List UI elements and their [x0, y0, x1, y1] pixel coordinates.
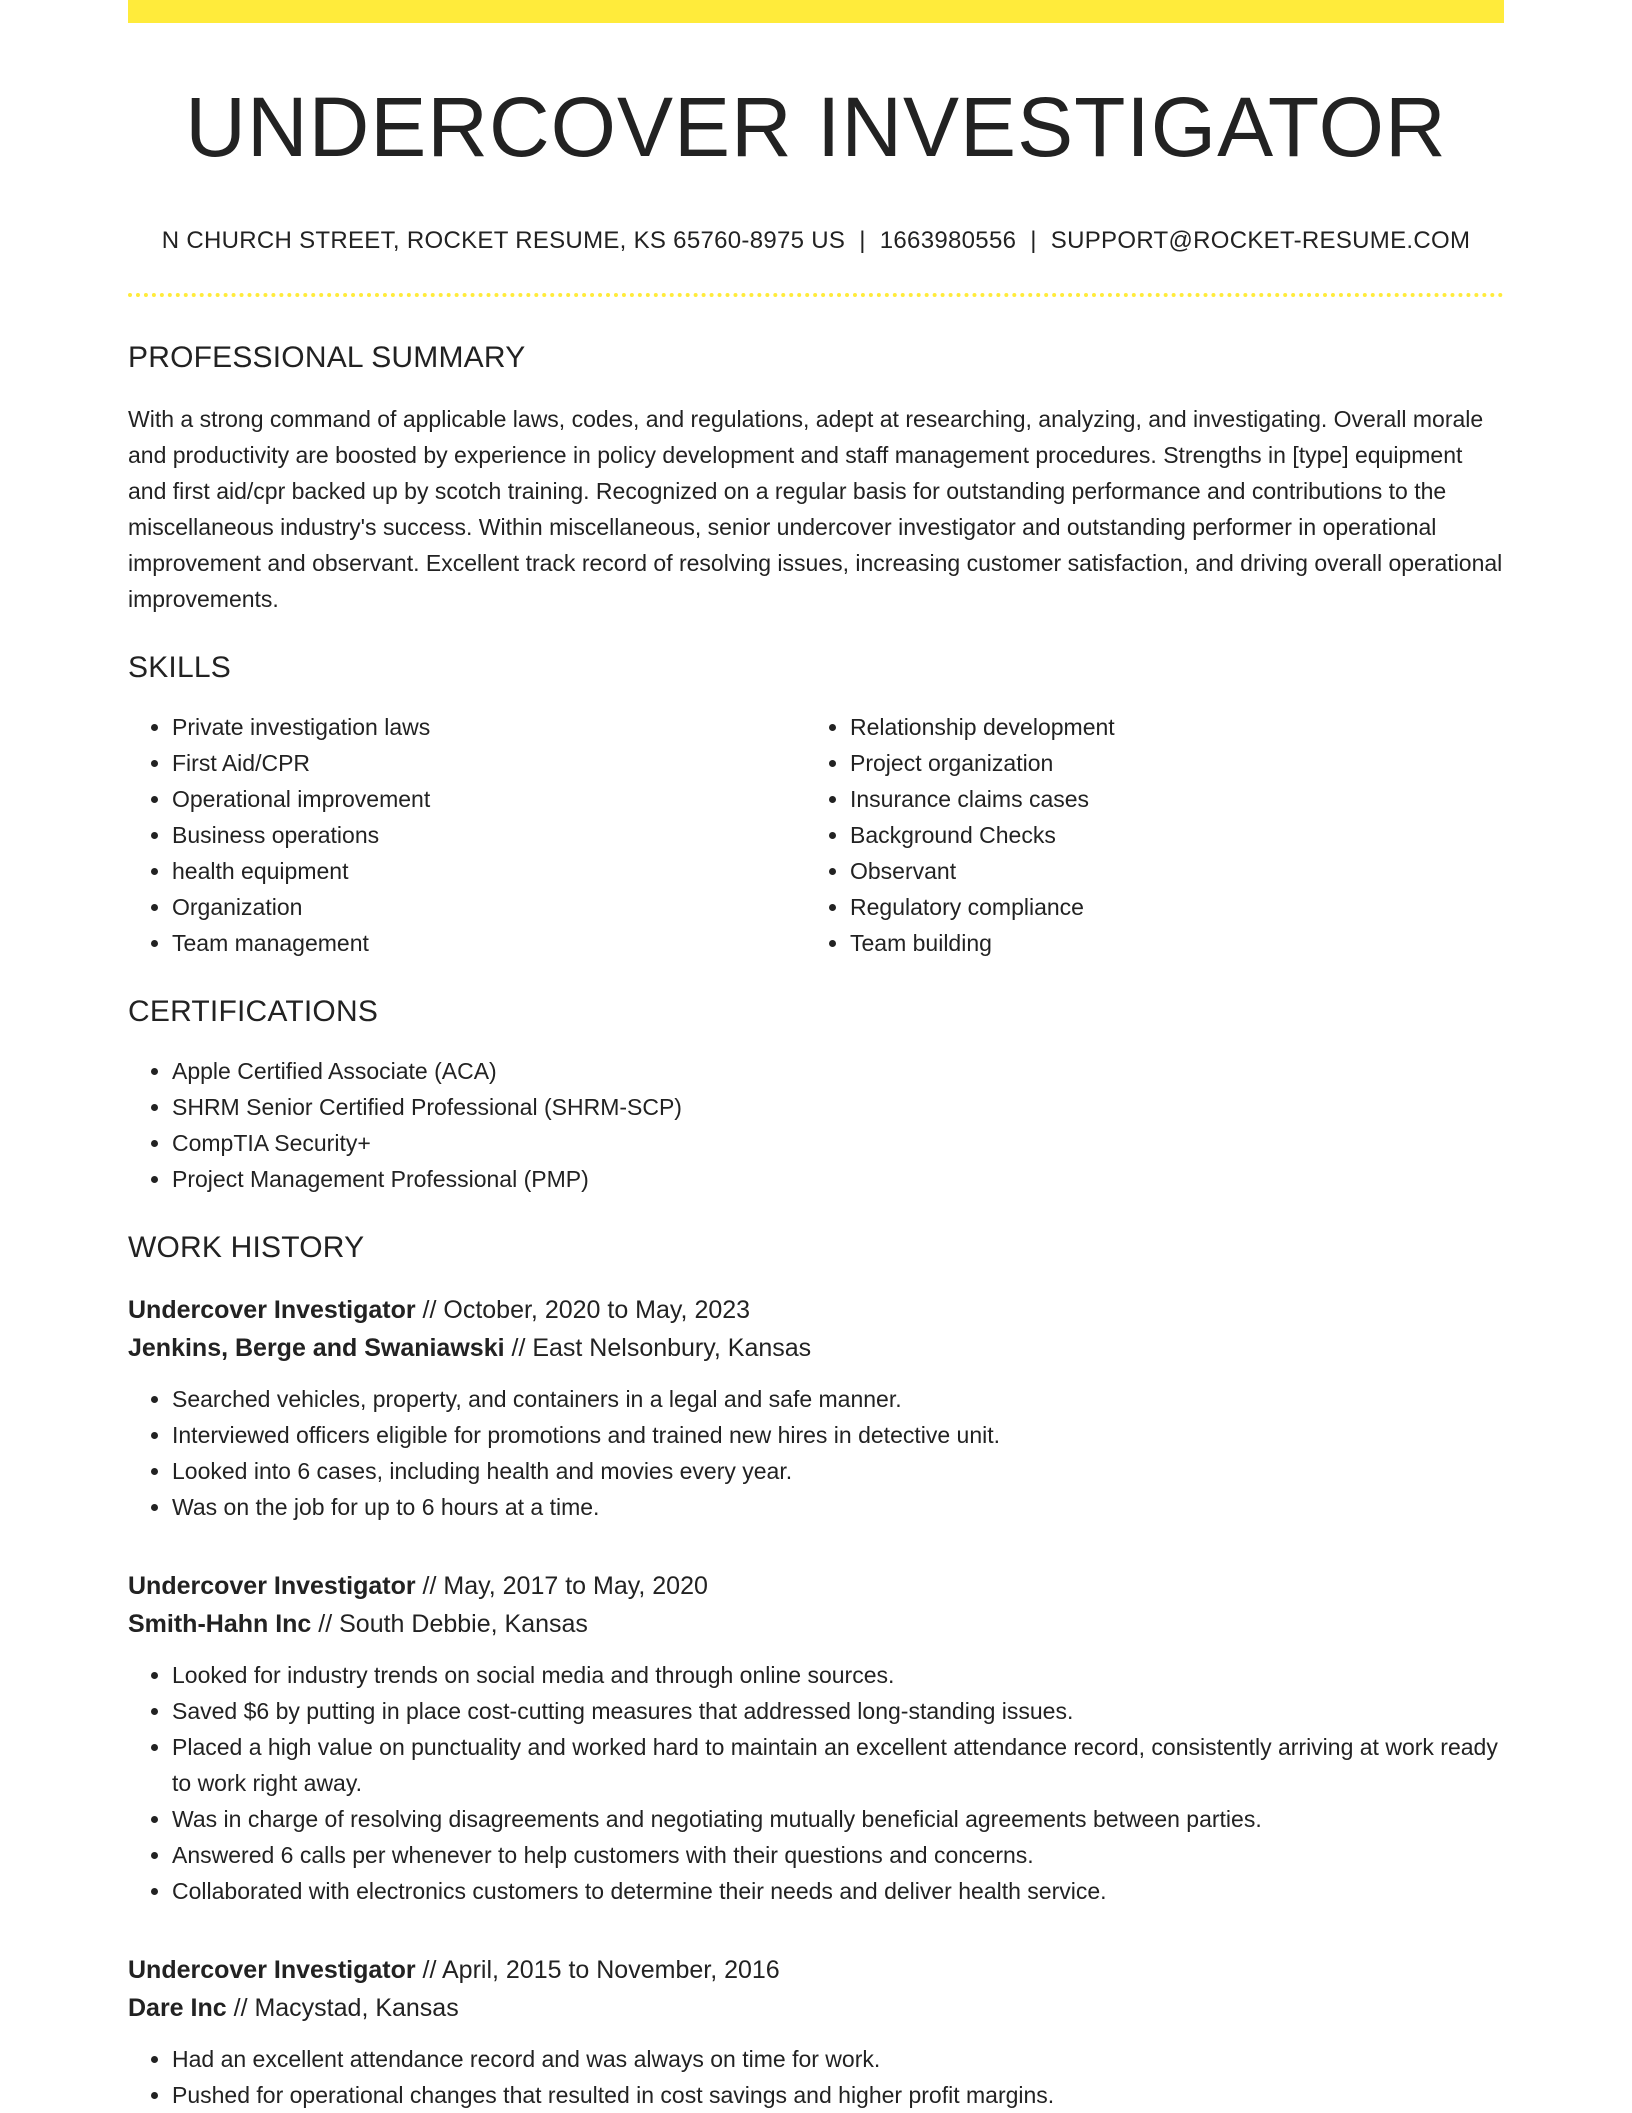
summary-heading: PROFESSIONAL SUMMARY [128, 341, 526, 375]
summary-text: With a strong command of applicable laws, codes, and regulations, adept at researching, analyzing, and investigating. Overall morale and productivity are boosted by experience in policy development and staff management procedures. Strengths in [type] equipment and first aid/cpr backed up by scotch training. Recognized on a regular basis for outstanding performance and contributions to the miscellaneous industry's success. Within miscellaneous, senior undercover investigator and outstanding performer in operational improvement and observant. Excellent track record of resolving issues, increasing customer satisfaction, and driving overall operational improvements. [128, 406, 1503, 613]
job-location: // East Nelsonbury, Kansas [504, 1334, 812, 1363]
skill-item: • Project organization [850, 745, 1484, 781]
accent-top-bar [128, 0, 1504, 23]
skill-item: • Regulatory compliance [850, 889, 1484, 925]
job-company: Smith-Hahn Inc [128, 1610, 312, 1639]
job-dates: // April, 2015 to November, 2016 [415, 1956, 780, 1985]
contact-address: N CHURCH STREET, ROCKET RESUME, KS 65760-8975 US [161, 227, 846, 255]
skill-item: • Team management [172, 925, 806, 961]
skill-item: • Business operations [172, 817, 806, 853]
job-bullet: • Searched vehicles, property, and containers in a legal and safe manner. [172, 1381, 1504, 1417]
job-bullet: • Interviewed officers eligible for promotions and trained new hires in detective unit. [172, 1417, 1504, 1453]
job-bullet: • Placed a high value on punctuality and worked hard to maintain an excellent attendance record, consistently arriving at work ready to work right away. [172, 1729, 1504, 1801]
candidate-name: UNDERCOVER INVESTIGATOR [185, 80, 1447, 174]
dotted-divider [128, 293, 1504, 297]
job-bullets [128, 1381, 1504, 1525]
certification-item: • Apple Certified Associate (ACA) [172, 1053, 1504, 1089]
certifications-list [128, 1053, 1504, 1197]
job-company: Jenkins, Berge and Swaniawski [128, 1334, 505, 1363]
skills-heading: SKILLS [128, 651, 231, 685]
skills-list-left [128, 709, 806, 961]
skill-item: • First Aid/CPR [172, 745, 806, 781]
job-role: Undercover Investigator [128, 1572, 416, 1601]
job-bullets [128, 2041, 1504, 2113]
skill-item: • Team building [850, 925, 1484, 961]
job-bullet: • Was in charge of resolving disagreements and negotiating mutually beneficial agreements between parties. [172, 1801, 1504, 1837]
work-history-heading: WORK HISTORY [128, 1231, 365, 1265]
contact-email[interactable]: SUPPORT@ROCKET-RESUME.COM [1050, 227, 1471, 255]
skills-list-right [806, 709, 1484, 961]
job-company-line [128, 1989, 1504, 2027]
job-role: Undercover Investigator [128, 1956, 416, 1985]
job-location: // South Debbie, Kansas [311, 1610, 588, 1639]
job-title-line [128, 1951, 1504, 1989]
job-role: Undercover Investigator [128, 1296, 416, 1325]
skill-item: • Private investigation laws [172, 709, 806, 745]
job-bullet: • Answered 6 calls per whenever to help customers with their questions and concerns. [172, 1837, 1504, 1873]
job-bullet: • Was on the job for up to 6 hours at a time. [172, 1489, 1504, 1525]
certification-item: • Project Management Professional (PMP) [172, 1161, 1504, 1197]
job-dates: // October, 2020 to May, 2023 [415, 1296, 751, 1325]
skill-item: • health equipment [172, 853, 806, 889]
contact-separator: | [1030, 227, 1037, 255]
skills-grid [128, 709, 1504, 961]
job-bullet: • Looked for industry trends on social media and through online sources. [172, 1657, 1504, 1693]
job-title-line [128, 1291, 1504, 1329]
job-location: // Macystad, Kansas [226, 1994, 459, 2023]
job-bullet: • Had an excellent attendance record and was always on time for work. [172, 2041, 1504, 2077]
job-bullet: • Collaborated with electronics customers to determine their needs and deliver health service. [172, 1873, 1504, 1909]
resume-page [128, 0, 1504, 2113]
skill-item: • Observant [850, 853, 1484, 889]
contact-separator: | [859, 227, 866, 255]
skill-item: • Background Checks [850, 817, 1484, 853]
skill-item: • Relationship development [850, 709, 1484, 745]
job-entry [128, 1951, 1504, 2113]
certification-item: • CompTIA Security+ [172, 1125, 1504, 1161]
job-bullet: • Pushed for operational changes that resulted in cost savings and higher profit margins. [172, 2077, 1504, 2113]
contact-line [128, 227, 1504, 255]
job-entry [128, 1567, 1504, 1909]
job-company-line [128, 1605, 1504, 1643]
certifications-heading: CERTIFICATIONS [128, 995, 379, 1029]
job-entry [128, 1291, 1504, 1525]
skill-item: • Organization [172, 889, 806, 925]
job-company-line [128, 1329, 1504, 1367]
job-bullet: • Saved $6 by putting in place cost-cutting measures that addressed long-standing issues. [172, 1693, 1504, 1729]
job-dates: // May, 2017 to May, 2020 [415, 1572, 708, 1601]
job-bullets [128, 1657, 1504, 1909]
contact-phone[interactable]: 1663980556 [879, 227, 1017, 255]
job-title-line [128, 1567, 1504, 1605]
certification-item: • SHRM Senior Certified Professional (SHRM-SCP) [172, 1089, 1504, 1125]
job-bullet: • Looked into 6 cases, including health and movies every year. [172, 1453, 1504, 1489]
job-company: Dare Inc [128, 1994, 227, 2023]
skill-item: • Insurance claims cases [850, 781, 1484, 817]
skill-item: • Operational improvement [172, 781, 806, 817]
